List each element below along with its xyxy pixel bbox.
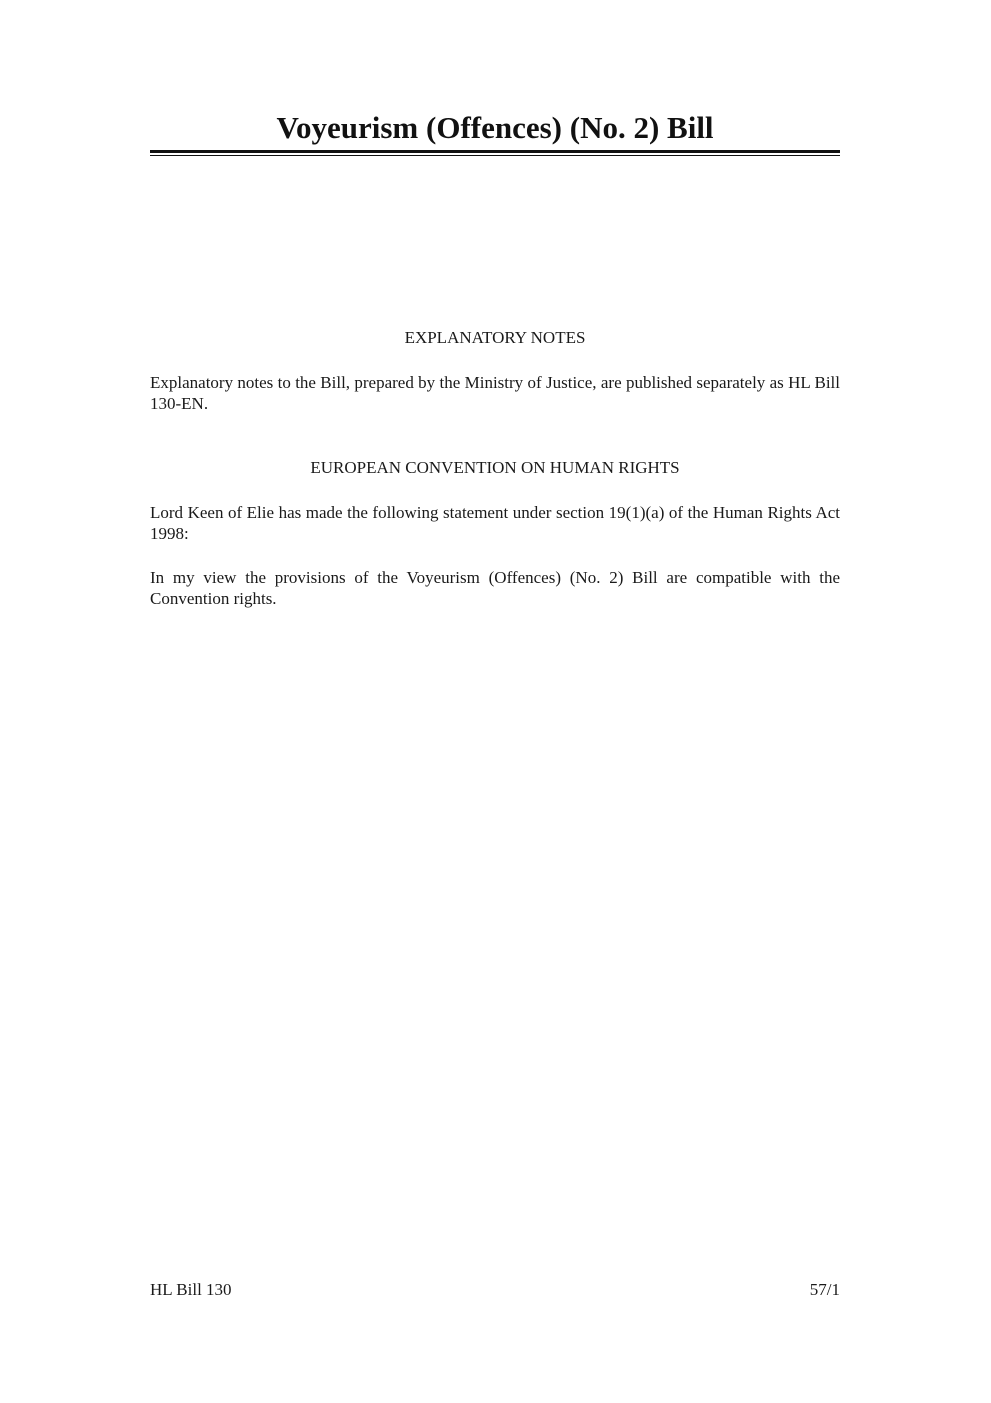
footer-bill-number: HL Bill 130: [150, 1280, 232, 1299]
paragraph-compatibility-view: In my view the provisions of the Voyeurism (Offences) (No. 2) Bill are compatible with the Convention rights.: [150, 568, 840, 608]
title-rule-thick: [150, 150, 840, 153]
section-heading-echr: EUROPEAN CONVENTION ON HUMAN RIGHTS: [310, 458, 680, 477]
paragraph-explanatory-notes: Explanatory notes to the Bill, prepared by the Ministry of Justice, are published separately as HL Bill 130-EN.: [150, 373, 840, 413]
title-rule-thin: [150, 155, 840, 156]
document-title: Voyeurism (Offences) (No. 2) Bill: [276, 110, 714, 145]
section-heading-explanatory-notes: EXPLANATORY NOTES: [404, 328, 586, 347]
footer-print-reference: 57/1: [809, 1280, 840, 1299]
paragraph-echr-statement: Lord Keen of Elie has made the following statement under section 19(1)(a) of the Human Rights Act 1998:: [150, 503, 840, 543]
